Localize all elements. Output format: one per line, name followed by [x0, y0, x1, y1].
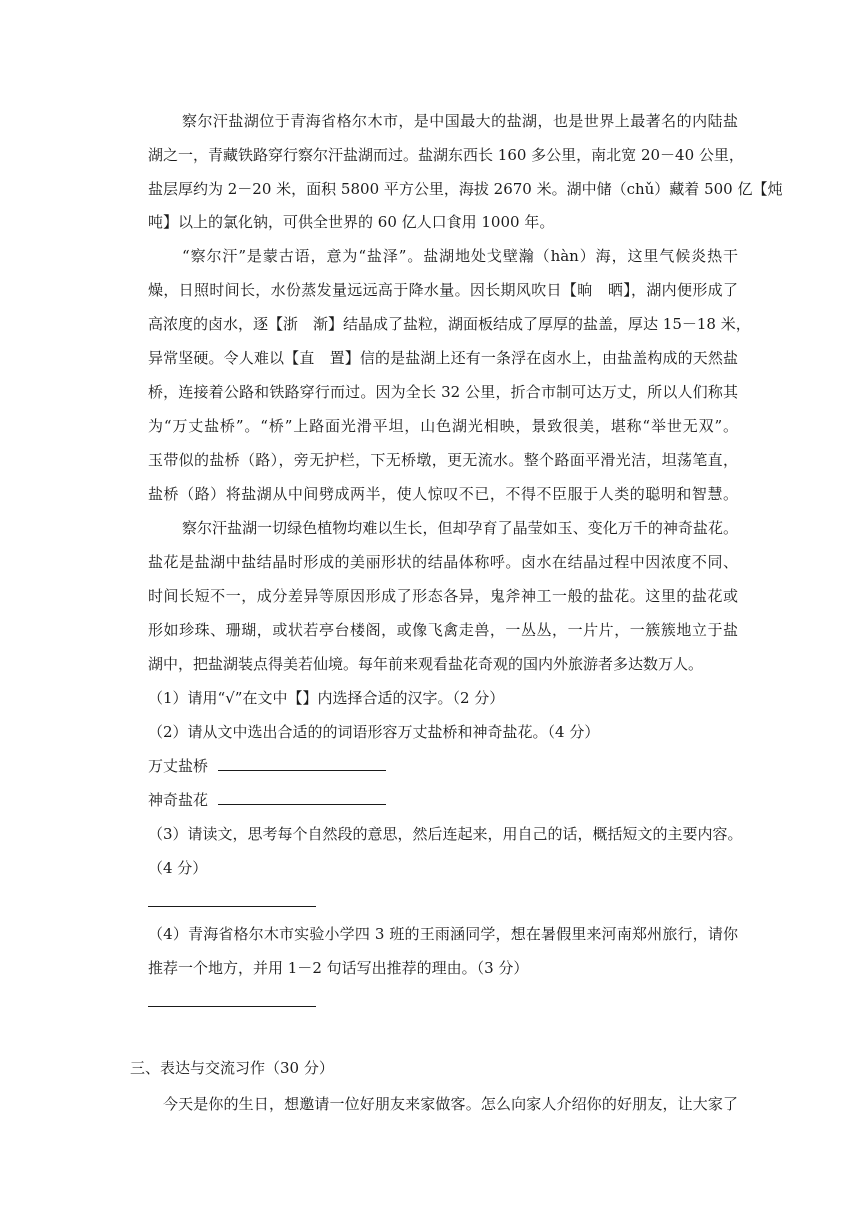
passage-p3-line4: 形如珍珠、珊瑚，或状若亭台楼阁，或像飞禽走兽，一丛丛，一片片，一簇簇地立于盐 [148, 621, 738, 639]
section-3-prompt: 今天是你的生日，想邀请一位好朋友来家做客。怎么向家人介绍你的好朋友，让大家了 [163, 1095, 738, 1113]
passage-p1-line2: 湖之一，青藏铁路穿行察尔汗盐湖而过。盐湖东西长 160 多公里，南北宽 20－40 公里， [148, 146, 744, 164]
passage-p3-line2: 盐花是盐湖中盐结晶时形成的美丽形状的结晶体称呼。卤水在结晶过程中因浓度不同、 [148, 553, 738, 571]
passage-p2-line6: 为“万丈盐桥”。“桥”上路面光滑平坦，山色湖光相映，景致很美，堪称“举世无双”。 [148, 417, 738, 435]
passage-p2-line5: 桥，连接着公路和铁路穿行而过。因为全长 32 公里，折合市制可达万丈，所以人们称其 [148, 383, 738, 401]
question-3-line2: （4 分） [148, 859, 208, 877]
answer-label-salt-flower: 神奇盐花 [148, 791, 209, 809]
passage-p2-line8: 盐桥（路）将盐湖从中间劈成两半，使人惊叹不已，不得不臣服于人类的聪明和智慧。 [148, 485, 738, 503]
answer-row-salt-flower [148, 790, 386, 810]
passage-p1-line1: 察尔汗盐湖位于青海省格尔木市，是中国最大的盐湖，也是世界上最著名的内陆盐 [182, 112, 738, 130]
passage-p3-line1: 察尔汗盐湖一切绿色植物均难以生长，但却孕育了晶莹如玉、变化万千的神奇盐花。 [182, 519, 738, 537]
passage-p2-line1: “察尔汗”是蒙古语，意为“盐泽”。盐湖地处戈壁瀚（hàn）海，这里气候炎热干 [182, 247, 738, 265]
answer-blank-salt-bridge[interactable] [218, 756, 386, 771]
answer-label-salt-bridge: 万丈盐桥 [148, 757, 209, 775]
question-3-line1: （3）请读文，思考每个自然段的意思，然后连起来，用自己的话，概括短文的主要内容。 [148, 825, 743, 843]
question-4-line2: 推荐一个地方，并用 1－2 句话写出推荐的理由。（3 分） [148, 959, 529, 977]
answer-line-question-3[interactable] [148, 906, 316, 907]
answer-blank-salt-flower[interactable] [218, 790, 386, 805]
passage-p3-line3: 时间长短不一，成分差异等原因形成了形态各异，鬼斧神工一般的盐花。这里的盐花或 [148, 587, 738, 605]
passage-p2-line3: 高浓度的卤水，逐【浙 渐】结晶成了盐粒，湖面板结成了厚厚的盐盖，厚达 15－18 米， [148, 315, 751, 333]
passage-p1-line3: 盐层厚约为 2－20 米，面积 5800 平方公里，海拔 2670 米。湖中储（chǔ）藏着 500 亿【炖 [148, 180, 783, 198]
passage-p1-line4: 吨】以上的氯化钠，可供全世界的 60 亿人口食用 1000 年。 [148, 213, 555, 231]
question-2: （2）请从文中选出合适的的词语形容万丈盐桥和神奇盐花。（4 分） [148, 723, 600, 741]
section-3-heading: 三、表达与交流习作（30 分） [130, 1059, 334, 1077]
passage-p2-line2: 燥，日照时间长，水份蒸发量远远高于降水量。因长期风吹日【晌 晒】，湖内便形成了 [148, 281, 738, 299]
question-4-line1: （4）青海省格尔木市实验小学四 3 班的王雨涵同学，想在暑假里来河南郑州旅行，请你 [148, 925, 738, 943]
answer-line-question-4[interactable] [148, 1006, 316, 1007]
passage-p2-line4: 异常坚硬。令人难以【直 置】信的是盐湖上还有一条浮在卤水上，由盐盖构成的天然盐 [148, 349, 738, 367]
answer-row-salt-bridge [148, 756, 386, 776]
passage-p3-line5: 湖中，把盐湖装点得美若仙境。每年前来观看盐花奇观的国内外旅游者多达数万人。 [148, 655, 704, 673]
question-1: （1）请用“√”在文中【】内选择合适的汉字。（2 分） [148, 689, 505, 707]
passage-p2-line7: 玉带似的盐桥（路），旁无护栏，下无桥墩，更无流水。整个路面平滑光洁，坦荡笔直， [148, 451, 738, 469]
